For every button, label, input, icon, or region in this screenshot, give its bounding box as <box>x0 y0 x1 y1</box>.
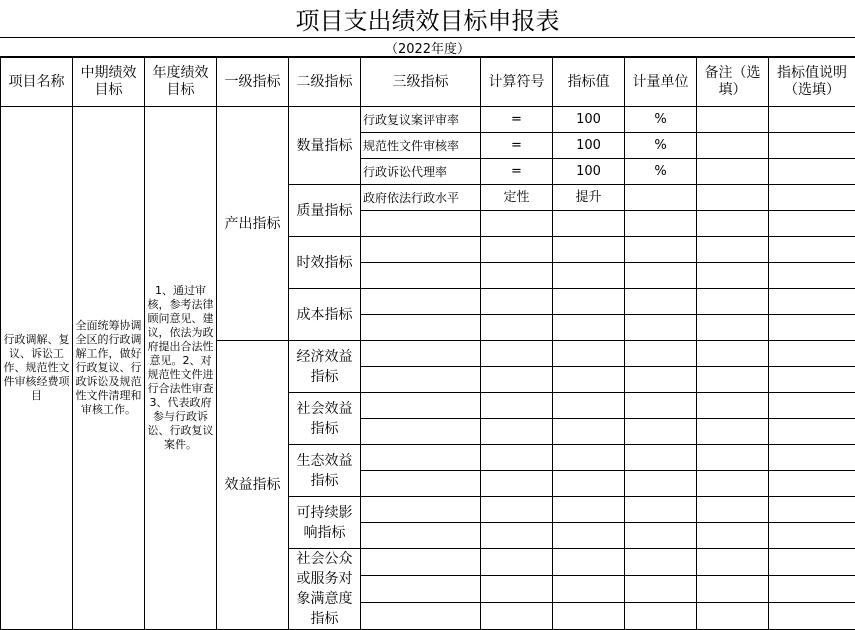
indicator-symbol: = <box>481 159 553 185</box>
empty-cell[interactable] <box>625 341 697 367</box>
empty-cell[interactable] <box>361 263 481 289</box>
indicator-unit <box>625 185 697 211</box>
empty-cell[interactable] <box>553 576 625 603</box>
indicator-value: 100 <box>553 133 625 159</box>
indicator-name: 行政诉讼代理率 <box>361 159 481 185</box>
empty-cell[interactable] <box>553 237 625 263</box>
indicator-symbol: = <box>481 133 553 159</box>
empty-cell[interactable] <box>481 263 553 289</box>
performance-table <box>0 57 855 630</box>
empty-cell[interactable] <box>553 341 625 367</box>
empty-cell[interactable] <box>625 497 697 523</box>
empty-cell[interactable] <box>697 211 769 237</box>
empty-cell[interactable] <box>553 419 625 445</box>
remark-cell[interactable] <box>697 185 769 211</box>
empty-cell[interactable] <box>361 445 481 471</box>
header-level3: 三级指标 <box>361 58 481 107</box>
level2-sustainable: 可持续影响指标 <box>289 497 361 549</box>
header-level2: 二级指标 <box>289 58 361 107</box>
empty-cell[interactable] <box>553 445 625 471</box>
empty-cell[interactable] <box>697 289 769 315</box>
empty-cell[interactable] <box>553 211 625 237</box>
empty-cell[interactable] <box>697 341 769 367</box>
level2-quantity: 数量指标 <box>289 107 361 185</box>
empty-cell[interactable] <box>697 393 769 419</box>
header-symbol: 计算符号 <box>481 58 553 107</box>
empty-cell[interactable] <box>769 367 855 393</box>
mid-goal-cell: 全面统筹协调全区的行政调解工作，做好行政复议、行政诉讼及规范性文件清理和审核工作。 <box>73 107 145 630</box>
empty-cell[interactable] <box>625 419 697 445</box>
empty-cell[interactable] <box>361 393 481 419</box>
indicator-unit: % <box>625 133 697 159</box>
header-remark: 备注（选填） <box>697 58 769 107</box>
remark-cell[interactable] <box>697 107 769 133</box>
table-row <box>1 107 855 133</box>
empty-cell[interactable] <box>769 341 855 367</box>
empty-cell[interactable] <box>481 603 553 630</box>
empty-cell[interactable] <box>481 211 553 237</box>
empty-cell[interactable] <box>481 419 553 445</box>
empty-cell[interactable] <box>361 497 481 523</box>
note-cell[interactable] <box>769 159 855 185</box>
empty-cell[interactable] <box>697 263 769 289</box>
project-name-cell: 行政调解、复议、诉讼工作、规范性文件审核经费项目 <box>1 107 73 630</box>
level1-benefit: 效益指标 <box>217 341 289 630</box>
empty-cell[interactable] <box>481 523 553 549</box>
header-unit: 计量单位 <box>625 58 697 107</box>
empty-cell[interactable] <box>769 603 855 630</box>
empty-cell[interactable] <box>481 445 553 471</box>
level2-cost: 成本指标 <box>289 289 361 341</box>
header-row <box>1 58 855 107</box>
year-subtitle: （2022年度） <box>0 38 855 57</box>
note-cell[interactable] <box>769 185 855 211</box>
empty-cell[interactable] <box>697 445 769 471</box>
empty-cell[interactable] <box>361 603 481 630</box>
empty-cell[interactable] <box>697 603 769 630</box>
level2-ecological: 生态效益指标 <box>289 445 361 497</box>
empty-cell[interactable] <box>361 289 481 315</box>
empty-cell[interactable] <box>625 393 697 419</box>
level2-timeliness: 时效指标 <box>289 237 361 289</box>
empty-cell[interactable] <box>361 237 481 263</box>
indicator-name: 政府依法行政水平 <box>361 185 481 211</box>
empty-cell[interactable] <box>553 263 625 289</box>
empty-cell[interactable] <box>625 367 697 393</box>
empty-cell[interactable] <box>553 603 625 630</box>
empty-cell[interactable] <box>553 471 625 497</box>
empty-cell[interactable] <box>481 237 553 263</box>
indicator-value: 100 <box>553 159 625 185</box>
empty-cell[interactable] <box>697 315 769 341</box>
empty-cell[interactable] <box>553 393 625 419</box>
empty-cell[interactable] <box>481 393 553 419</box>
empty-cell[interactable] <box>769 497 855 523</box>
empty-cell[interactable] <box>625 211 697 237</box>
empty-cell[interactable] <box>625 603 697 630</box>
header-mid-goal: 中期绩效目标 <box>73 58 145 107</box>
empty-cell[interactable] <box>553 289 625 315</box>
indicator-unit: % <box>625 159 697 185</box>
empty-cell[interactable] <box>361 211 481 237</box>
empty-cell[interactable] <box>697 523 769 549</box>
indicator-name: 行政复议案评审率 <box>361 107 481 133</box>
level2-economic: 经济效益指标 <box>289 341 361 393</box>
empty-cell[interactable] <box>481 341 553 367</box>
empty-cell[interactable] <box>625 445 697 471</box>
empty-cell[interactable] <box>625 471 697 497</box>
header-annual-goal: 年度绩效目标 <box>145 58 217 107</box>
empty-cell[interactable] <box>553 315 625 341</box>
empty-cell[interactable] <box>625 576 697 603</box>
empty-cell[interactable] <box>625 549 697 576</box>
empty-cell[interactable] <box>361 471 481 497</box>
annual-goal-cell: 1、通过审核，参考法律顾问意见、建议，依法为政府提出合法性意见。2、对规范性文件进行合法性审查3、代表政府参与行政诉讼、行政复议案件。 <box>145 107 217 630</box>
empty-cell[interactable] <box>697 549 769 576</box>
empty-cell[interactable] <box>769 523 855 549</box>
empty-cell[interactable] <box>625 523 697 549</box>
empty-cell[interactable] <box>553 549 625 576</box>
empty-cell[interactable] <box>769 211 855 237</box>
empty-cell[interactable] <box>361 523 481 549</box>
header-project-name: 项目名称 <box>1 58 73 107</box>
empty-cell[interactable] <box>361 367 481 393</box>
empty-cell[interactable] <box>769 393 855 419</box>
empty-cell[interactable] <box>553 523 625 549</box>
empty-cell[interactable] <box>769 445 855 471</box>
empty-cell[interactable] <box>697 471 769 497</box>
empty-cell[interactable] <box>481 471 553 497</box>
level1-output: 产出指标 <box>217 107 289 341</box>
empty-cell[interactable] <box>697 497 769 523</box>
empty-cell[interactable] <box>481 497 553 523</box>
empty-cell[interactable] <box>481 315 553 341</box>
empty-cell[interactable] <box>769 237 855 263</box>
remark-cell[interactable] <box>697 159 769 185</box>
empty-cell[interactable] <box>769 263 855 289</box>
indicator-symbol: 定性 <box>481 185 553 211</box>
empty-cell[interactable] <box>625 237 697 263</box>
page-title: 项目支出绩效目标申报表 <box>0 0 855 38</box>
empty-cell[interactable] <box>769 576 855 603</box>
empty-cell[interactable] <box>697 367 769 393</box>
level2-social: 社会效益指标 <box>289 393 361 445</box>
empty-cell[interactable] <box>553 367 625 393</box>
level2-quality: 质量指标 <box>289 185 361 237</box>
empty-cell[interactable] <box>481 576 553 603</box>
empty-cell[interactable] <box>697 419 769 445</box>
indicator-symbol: = <box>481 107 553 133</box>
empty-cell[interactable] <box>481 289 553 315</box>
empty-cell[interactable] <box>769 471 855 497</box>
header-level1: 一级指标 <box>217 58 289 107</box>
empty-cell[interactable] <box>361 315 481 341</box>
empty-cell[interactable] <box>697 576 769 603</box>
indicator-name: 规范性文件审核率 <box>361 133 481 159</box>
indicator-unit: % <box>625 107 697 133</box>
empty-cell[interactable] <box>769 419 855 445</box>
empty-cell[interactable] <box>361 341 481 367</box>
empty-cell[interactable] <box>625 289 697 315</box>
indicator-value: 提升 <box>553 185 625 211</box>
level2-satisfaction: 社会公众或服务对象满意度指标 <box>289 549 361 630</box>
empty-cell[interactable] <box>697 237 769 263</box>
header-value: 指标值 <box>553 58 625 107</box>
empty-cell[interactable] <box>625 315 697 341</box>
indicator-value: 100 <box>553 107 625 133</box>
empty-cell[interactable] <box>769 315 855 341</box>
empty-cell[interactable] <box>481 367 553 393</box>
empty-cell[interactable] <box>625 263 697 289</box>
empty-cell[interactable] <box>769 549 855 576</box>
empty-cell[interactable] <box>361 419 481 445</box>
header-note: 指标值说明（选填） <box>769 58 855 107</box>
remark-cell[interactable] <box>697 133 769 159</box>
empty-cell[interactable] <box>553 497 625 523</box>
empty-cell[interactable] <box>361 549 481 576</box>
empty-cell[interactable] <box>361 576 481 603</box>
empty-cell[interactable] <box>769 289 855 315</box>
note-cell[interactable] <box>769 133 855 159</box>
empty-cell[interactable] <box>481 549 553 576</box>
note-cell[interactable] <box>769 107 855 133</box>
